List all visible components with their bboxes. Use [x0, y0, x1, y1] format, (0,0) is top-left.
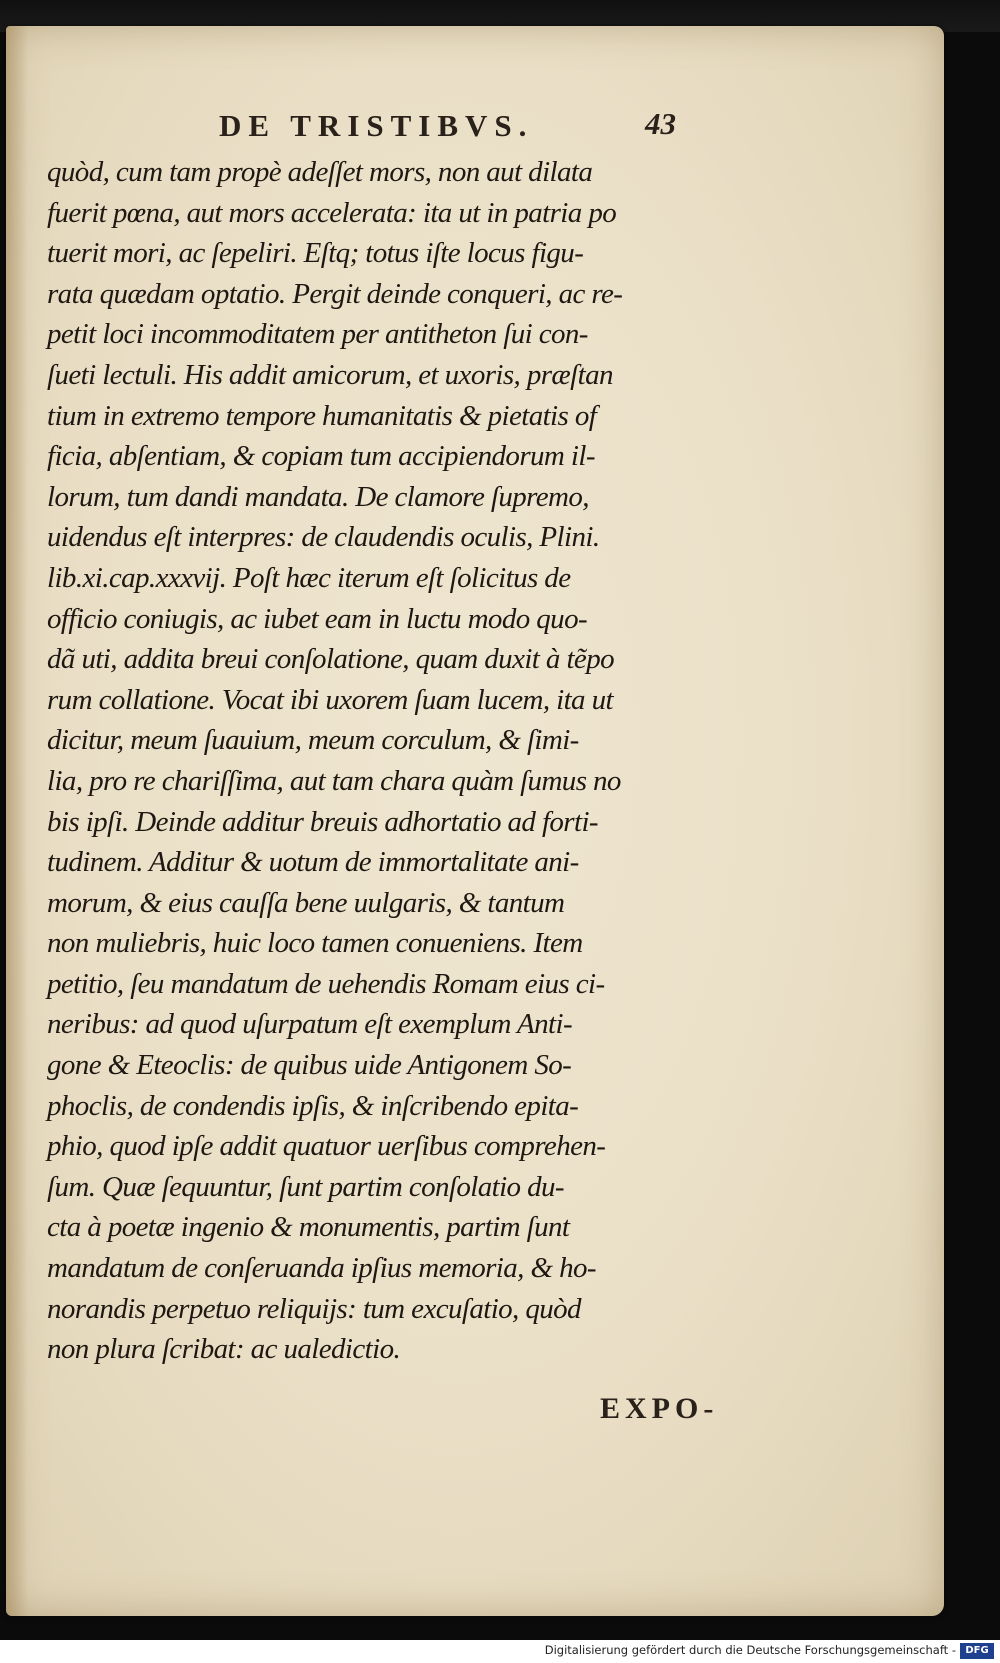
text-line: norandis perpetuo reliquijs: tum excuſatio, quòd [47, 1292, 581, 1325]
text-line: ſueti lectuli. His addit amicorum, et uxoris, præſtan [47, 358, 613, 391]
text-line: non plura ſcribat: ac ualedictio. [47, 1333, 401, 1366]
text-line: lia, pro re chariſſima, aut tam chara quàm ſumus no [47, 764, 621, 797]
running-head-title: DE TRISTIBVS. [219, 108, 534, 143]
running-head [205, 108, 725, 148]
text-line: bis ipſi. Deinde additur breuis adhortatio ad forti- [47, 805, 598, 838]
text-line: uidendus eſt interpres: de claudendis oculis, Plini. [47, 521, 600, 554]
text-line: rum collatione. Vocat ibi uxorem ſuam lucem, ita ut [47, 683, 613, 716]
text-line: mandatum de conſeruanda ipſius memoria, & ho- [47, 1252, 596, 1285]
text-line: dicitur, meum ſuauium, meum corculum, & ſimi- [47, 724, 579, 757]
text-line: rata quædam optatio. Pergit deinde conqueri, ac re- [47, 277, 623, 310]
text-line: tuerit mori, ac ſepeliri. Eſtq; totus iſte locus figu- [47, 237, 584, 270]
body-text [47, 152, 755, 1370]
page-gutter-shadow [6, 26, 28, 1616]
text-line: fuerit pœna, aut mors accelerata: ita ut in patria po [47, 196, 617, 229]
text-line: lorum, tum dandi mandata. De clamore ſupremo, [47, 480, 589, 513]
text-line: morum, & eius cauſſa bene uulgaris, & tantum [47, 886, 565, 919]
text-line: gone & Eteoclis: de quibus uide Antigonem So- [47, 1049, 572, 1082]
footer-bar [0, 1640, 1000, 1663]
text-line: phoclis, de condendis ipſis, & inſcribendo epita- [47, 1089, 579, 1122]
text-line: tudinem. Additur & uotum de immortalitate ani- [47, 846, 579, 879]
text-line: phio, quod ipſe addit quatuor uerſibus comprehen- [47, 1130, 606, 1163]
text-line: tium in extremo tempore humanitatis & pietatis of [47, 399, 597, 432]
dfg-logo: DFG [960, 1643, 994, 1659]
text-line: petitio, ſeu mandatum de uehendis Romam eius ci- [47, 967, 605, 1000]
text-line: dã uti, addita breui conſolatione, quam duxit à tẽpo [47, 643, 614, 676]
text-line: cta à poetæ ingenio & monumentis, partim ſunt [47, 1211, 570, 1244]
text-line: ficia, abſentiam, & copiam tum accipiendorum il- [47, 440, 595, 473]
digitization-credit: Digitalisierung gefördert durch die Deutsche Forschungsgemeinschaft - [544, 1643, 956, 1657]
page-number: 43 [645, 106, 676, 141]
text-line: quòd, cum tam propè adeſſet mors, non aut dilata [47, 156, 593, 188]
text-line: lib.xi.cap.xxxvij. Poſt hæc iterum eſt ſolicitus de [47, 561, 571, 594]
text-line: petit loci incommoditatem per antitheton ſui con- [47, 318, 588, 351]
catchword: EXPO- [600, 1392, 719, 1425]
text-line: officio coniugis, ac iubet eam in luctu modo quo- [47, 602, 588, 635]
text-line: neribus: ad quod uſurpatum eſt exemplum Anti- [47, 1008, 573, 1041]
text-line: non muliebris, huic loco tamen conueniens. Item [47, 927, 583, 960]
text-line: ſum. Quæ ſequuntur, ſunt partim conſolatio du- [47, 1170, 564, 1203]
